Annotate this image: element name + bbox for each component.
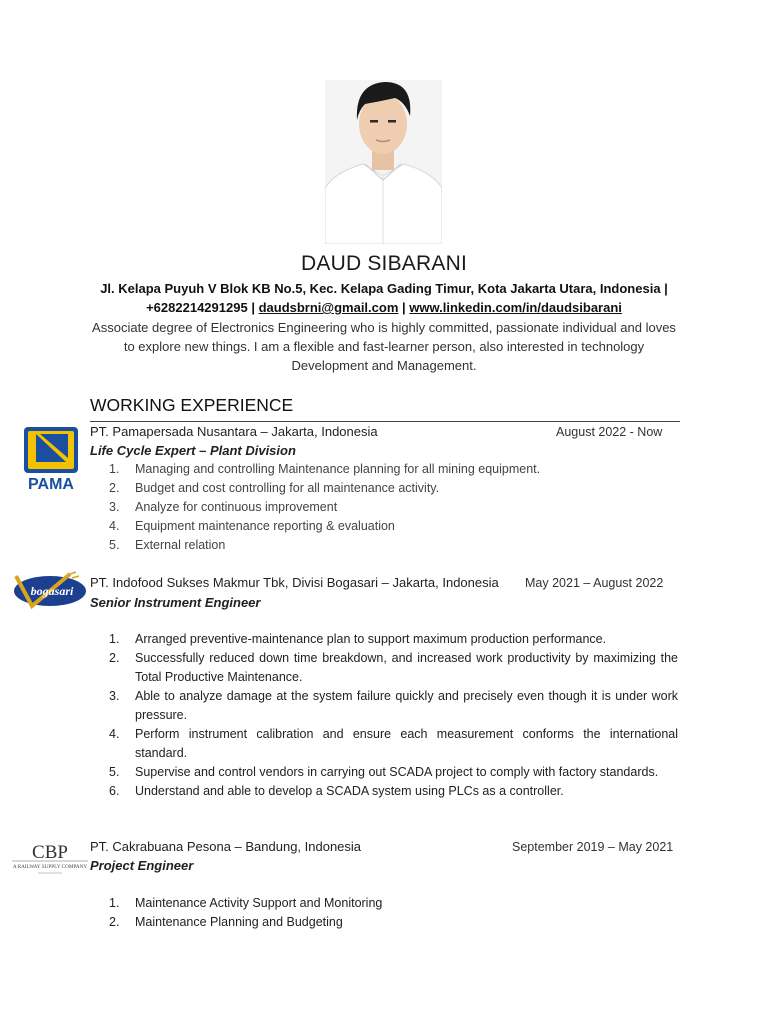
job-date: August 2022 - Now	[556, 425, 663, 439]
list-item: 1. Managing and controlling Maintenance planning for all mining equipment.	[109, 462, 541, 476]
list-item: 5. Supervise and control vendors in carrying out SCADA project to comply with factory standards.	[109, 765, 659, 779]
pama-logo	[22, 426, 80, 492]
job-date: September 2019 – May 2021	[512, 840, 674, 854]
company-name: PT. Indofood Sukses Makmur Tbk, Divisi Bogasari – Jakarta, Indonesia	[90, 575, 499, 590]
separator: |	[402, 300, 406, 315]
svg-text:A RAILWAY SUPPLY COMPANY: A RAILWAY SUPPLY COMPANY	[12, 864, 88, 870]
list-item: 1. Arranged preventive-maintenance plan to support maximum production performance.	[109, 632, 607, 646]
list-item: 3. Analyze for continuous improvement	[109, 500, 338, 514]
list-item: 4. Perform instrument calibration and ensure each measurement conforms the international standard.	[109, 727, 678, 760]
company-name: PT. Pamapersada Nusantara – Jakarta, Indonesia	[90, 424, 378, 439]
email-link[interactable]: daudsbrni@gmail.com	[258, 300, 399, 315]
section-title: WORKING EXPERIENCE	[90, 395, 294, 415]
svg-text:bogasari: bogasari	[30, 584, 74, 598]
summary: Associate degree of Electronics Engineering who is highly committed, passionate individual and loves to explore new things. I am a flexible and fast-learner person, also interested in technology Development and Management.	[92, 320, 676, 373]
list-item: 1. Maintenance Activity Support and Monitoring	[109, 896, 383, 910]
svg-text:PAMA: PAMA	[28, 476, 74, 492]
candidate-name: DAUD SIBARANI	[301, 252, 467, 275]
job-role: Life Cycle Expert – Plant Division	[90, 443, 296, 458]
job-role: Senior Instrument Engineer	[90, 595, 261, 610]
section-divider	[90, 421, 680, 422]
list-item: 4. Equipment maintenance reporting & evaluation	[109, 519, 395, 533]
list-item: 5. External relation	[109, 538, 226, 552]
task-list	[90, 894, 678, 932]
list-item: 2. Maintenance Planning and Budgeting	[109, 915, 343, 929]
company-name: PT. Cakrabuana Pesona – Bandung, Indonesia	[90, 839, 362, 854]
list-item: 3. Able to analyze damage at the system failure quickly and precisely even though it is under work pressure.	[109, 689, 678, 722]
list-item: 2. Budget and cost controlling for all maintenance activity.	[109, 481, 440, 495]
profile-photo	[325, 80, 442, 244]
linkedin-link[interactable]: www.linkedin.com/in/daudsibarani	[409, 300, 622, 315]
job-date: May 2021 – August 2022	[525, 576, 664, 590]
cbp-logo	[8, 840, 90, 876]
bogasari-logo	[12, 570, 88, 610]
list-item: 6. Understand and able to develop a SCADA system using PLCs as a controller.	[109, 784, 564, 798]
task-list	[90, 460, 680, 555]
svg-text:CBP: CBP	[32, 842, 68, 863]
separator: |	[251, 300, 255, 315]
task-list	[90, 630, 678, 801]
phone: +6282214291295	[146, 300, 248, 315]
contact-info	[90, 279, 678, 317]
address: Jl. Kelapa Puyuh V Blok KB No.5, Kec. Kelapa Gading Timur, Kota Jakarta Utara, Indonesia |	[100, 281, 668, 296]
job-role: Project Engineer	[90, 858, 194, 873]
list-item: 2. Successfully reduced down time breakdown, and increased work productivity by maximizing the Total Productive Maintenance.	[109, 651, 678, 684]
